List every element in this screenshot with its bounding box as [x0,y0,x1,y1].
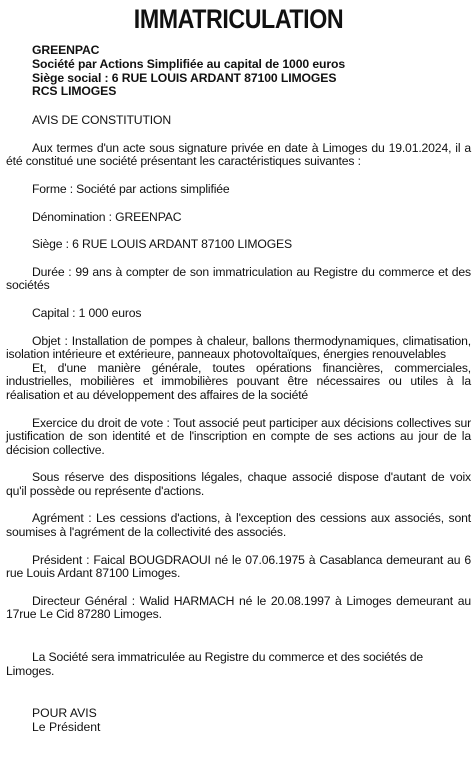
avis-heading: AVIS DE CONSTITUTION [32,113,171,128]
vote-paragraph: Exercice du droit de vote : Tout associé peut participer aux décisions collectives sur justification de son identité et de l'inscription en compte de ses actions au jour de la décision collective. [6,415,471,457]
president-paragraph: Président : Faical BOUGDRAOUI né le 07.06.1975 à Casablanca demeurant au 6 rue Louis Ardant 87100 Limoges. [6,552,471,581]
company-capital: Société par Actions Simplifiée au capital de 1000 euros [32,56,346,71]
company-siege: Siège social : 6 RUE LOUIS ARDANT 87100 LIMOGES [32,70,337,85]
siege-paragraph: Siège : 6 RUE LOUIS ARDANT 87100 LIMOGES [32,237,292,252]
voix-paragraph: Sous réserve des dispositions légales, chaque associé dispose d'autant de voix qu'il possède ou représente d'actions. [6,470,471,498]
denomination-paragraph: Dénomination : GREENPAC [32,209,182,224]
pour-avis: POUR AVIS [32,706,97,721]
notice-body [6,114,471,678]
company-header [32,44,471,99]
duree-paragraph: Durée : 99 ans à compter de son immatriculation au Registre du commerce et des sociétés [6,264,471,293]
signataire: Le Président [32,719,101,734]
company-name: GREENPAC [32,43,100,57]
agrement-paragraph: Agrément : Les cessions d'actions, à l'exception des cessions aux associés, sont soumises à l'agrément de la collectivité des associés. [6,511,471,540]
directeur-paragraph: Directeur Général : Walid HARMACH né le 20.08.1997 à Limoges demeurant au 17rue Le Cid 87280 Limoges. [6,593,471,622]
immatriculation-paragraph: La Société sera immatriculée au Registre du commerce et des sociétés de Limoges. [6,650,424,678]
closing-block [6,707,471,734]
intro-paragraph: Aux termes d'un acte sous signature privée en date à Limoges du 19.01.2024, il a été constitué une société présentant les caractéristiques suivantes : [6,140,471,169]
notice-title: IMMATRICULATION [133,4,344,34]
objet-suite-paragraph: Et, d'une manière générale, toutes opérations financières, commerciales, industrielles, mobilières et immobilières pouvant être nécessaires ou utiles à la réalisation et au développement des affaires de la société [6,360,471,402]
forme-paragraph: Forme : Société par actions simplifiée [32,181,230,196]
company-rcs: RCS LIMOGES [32,84,117,99]
capital-paragraph: Capital : 1 000 euros [32,305,142,320]
objet-paragraph: Objet : Installation de pompes à chaleur, ballons thermodynamiques, climatisation, isolation intérieure et extérieure, panneaux photovoltaïques, énergies renouvelables [6,333,471,362]
